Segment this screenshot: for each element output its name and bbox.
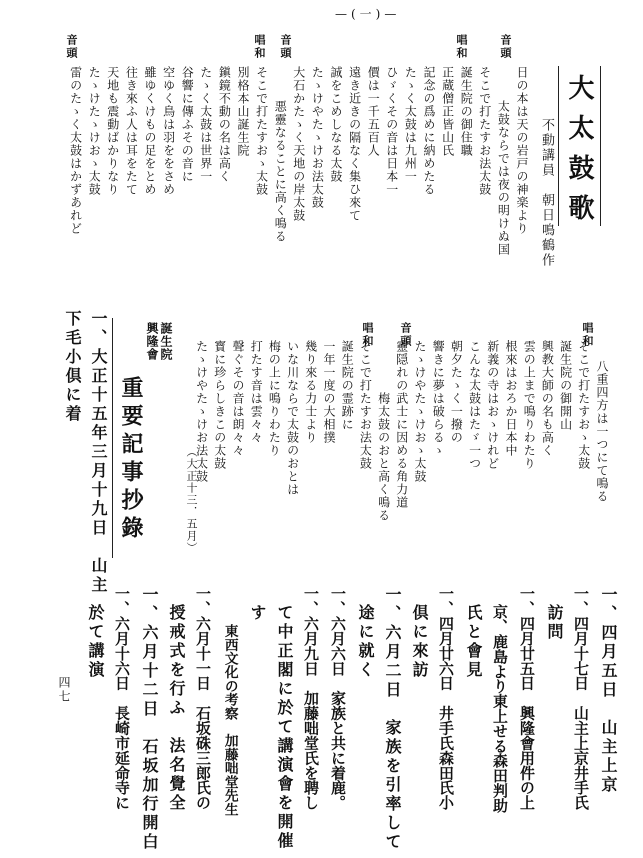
title-rule-right [600, 66, 601, 226]
song-verse-top-19: 空ゆく鳥は羽ををさめ [161, 66, 176, 196]
song-verse-top-7: ひゞくその音は日本一 [384, 66, 399, 196]
song-verse-top-2: そこで打たすお法太鼓 [477, 66, 492, 196]
song-verse-middle-21: 寳に珍らしきこの太鼓 [212, 340, 227, 470]
song-verse-middle-3: 興教大師の名も高く [540, 340, 555, 457]
song-verse-middle-12: 梅太鼓のおと高く鳴る [376, 392, 391, 522]
record-line-0: 一、四月五日 山主上京 [599, 586, 618, 795]
song-verse-middle-19: 打たす音は雲々々 [249, 340, 264, 444]
song-verse-middle-0: 八重四方は一つにて鳴る [595, 360, 609, 503]
records-rule [112, 318, 113, 558]
page-number: 四七 [57, 676, 71, 704]
records-title: 重要記事抄錄 [118, 376, 144, 544]
song-verse-top-16: 鎭鏡不動の名は高く [217, 66, 232, 183]
song-verse-top-4: 正蔵僧正皆山氏 [440, 66, 455, 157]
records-source-2: 興隆會 [145, 322, 159, 361]
records-left-line-2: 下毛小倶に着 [63, 310, 82, 424]
song-title: 大太鼓歌 [564, 74, 594, 234]
record-line-14: 東西文化の考察 加藤咄堂先生 [221, 624, 238, 816]
song-verse-top-17: たゝく太鼓は世界一 [198, 66, 213, 183]
song-verse-middle-2: 誕生院の御開山 [558, 340, 573, 431]
label-showa-3: 唱和 [581, 322, 594, 348]
label-ondo-1: 音頭 [499, 34, 512, 60]
song-verse-top-9: 遠き近きの隔なく集ひ來て [347, 66, 362, 222]
record-line-19: 於て講演 [86, 604, 105, 680]
page-header-mark: —(一)— [335, 7, 401, 21]
record-line-18: 一、六月十六日 長崎市延命寺に [112, 586, 131, 810]
song-verse-middle-15: 一年一度の大相撲 [322, 340, 336, 444]
song-verse-middle-8: 朝夕たゝく一撥の [449, 340, 464, 444]
song-verse-middle-1: そこで打たすおゝ太鼓 [576, 340, 591, 470]
label-ondo-4: 音頭 [399, 322, 412, 348]
song-verse-middle-16: 幾り來る力士より [303, 340, 318, 444]
record-line-6: 一、四月廿六日 井手氏森田氏小 [436, 586, 455, 810]
song-author: 不動講員 朝日鳴鶴作 [539, 118, 554, 268]
song-verse-top-15: 別格本山誕生院 [236, 66, 250, 157]
song-verse-middle-22: たゝけやたゝけお法太鼓 [194, 340, 209, 483]
song-verse-middle-18: 梅の上に鳴りわたり [267, 340, 282, 457]
record-line-16: 授戒式を行ふ 法名覺全 [167, 604, 186, 813]
record-line-9: 途に就く [356, 604, 375, 680]
song-verse-middle-14: 誕生院の霊跡に [340, 340, 355, 431]
record-line-4: 京、鹿島より東上せる森田判助 [490, 604, 509, 813]
record-line-15: 一、六月十一日 石坂硃三郎氏の [193, 586, 212, 810]
song-verse-middle-20: 聲ぐその音は朗々々 [231, 340, 245, 457]
song-verse-middle-5: 根來はおろか日本中 [504, 340, 518, 457]
record-line-3: 一、四月廿五日 興隆會用件の上 [517, 586, 536, 810]
song-verse-middle-11: 靈隠れの武士に因める角力道 [394, 340, 409, 509]
song-verse-middle-9: 響きに夢は破らるゝ [431, 340, 446, 457]
song-verse-top-12: 大石かたゝく天地の岸太鼓 [291, 66, 306, 222]
song-verse-top-10: 誠をこめしなる太鼓 [329, 66, 343, 183]
song-verse-top-23: たゝけたゝけおゝ太鼓 [87, 66, 102, 196]
record-line-11: 一、六月九日 加藤咄堂氏を聘し [301, 586, 320, 810]
record-line-8: 一、六月二日 家族を引率して [383, 586, 402, 852]
song-verse-middle-17: いな川ならで太鼓のおとは [285, 340, 300, 496]
record-line-13: す [248, 604, 267, 623]
song-verse-top-24: 雷のたゝく太鼓はかずあれど [68, 66, 83, 235]
song-date: （大正十三．五月） [185, 446, 198, 554]
song-verse-middle-7: こんな太鼓はたゞ一つ [467, 340, 482, 470]
label-ondo-3: 音頭 [65, 34, 78, 60]
song-verse-top-21: 往き來ふ人は耳をたて [124, 66, 139, 196]
song-verse-top-20: 雖ゆくけもの足をとめ [143, 66, 157, 196]
label-showa-2: 唱和 [253, 34, 266, 60]
song-verse-top-8: 價は一千五百人 [366, 66, 381, 157]
record-line-2: 訪問 [545, 604, 564, 642]
song-verse-middle-13: そこで打たすお法太鼓 [358, 340, 373, 470]
song-verse-middle-6: 新義の寺はおゝけれど [485, 340, 500, 470]
song-verse-top-22: 天地も震動ばかりなり [105, 66, 120, 196]
label-showa-4: 唱和 [361, 322, 374, 348]
song-verse-top-13: 悪靈なることに高く鳴る [273, 100, 288, 243]
record-line-1: 一、四月十七日 山主上京井手氏 [571, 586, 590, 810]
song-verse-top-3: 誕生院の御住職 [459, 66, 474, 157]
record-line-17: 一、六月十二日 石坂加行開白 [140, 586, 159, 852]
song-verse-top-1: 太鼓ならでは夜の明けぬ国 [496, 100, 511, 256]
records-source-1: 誕生院 [159, 322, 173, 361]
label-ondo-2: 音頭 [279, 34, 292, 60]
song-verse-top-6: たゝく太鼓は九州一 [403, 66, 418, 183]
record-line-12: て中正閣に於て講演會を開催 [275, 604, 294, 851]
song-verse-top-0: 日の本は天の岩戸の神楽より [515, 66, 529, 235]
record-line-5: 氏と會見 [464, 604, 483, 680]
song-verse-top-14: そこで打たすおゝ太鼓 [254, 66, 269, 196]
song-verse-top-5: 記念の爲めに納めたる [422, 66, 436, 196]
records-left-line-1: 一、大正十五年三月十九日 山主 [89, 310, 108, 595]
title-rule [558, 66, 559, 226]
song-verse-top-18: 谷響に傳ふその音に [180, 66, 195, 183]
song-verse-middle-4: 雲の上まで鳴りわたり [522, 340, 537, 470]
record-line-7: 倶に來訪 [410, 604, 429, 680]
song-verse-middle-10: たゝけやたゝけおゝ太鼓 [413, 340, 427, 483]
song-verse-top-11: たゝけやたゝけお法太鼓 [310, 66, 325, 209]
record-line-10: 一、六月六日 家族と共に着鹿。 [328, 586, 347, 810]
label-showa-1: 唱和 [455, 34, 468, 60]
